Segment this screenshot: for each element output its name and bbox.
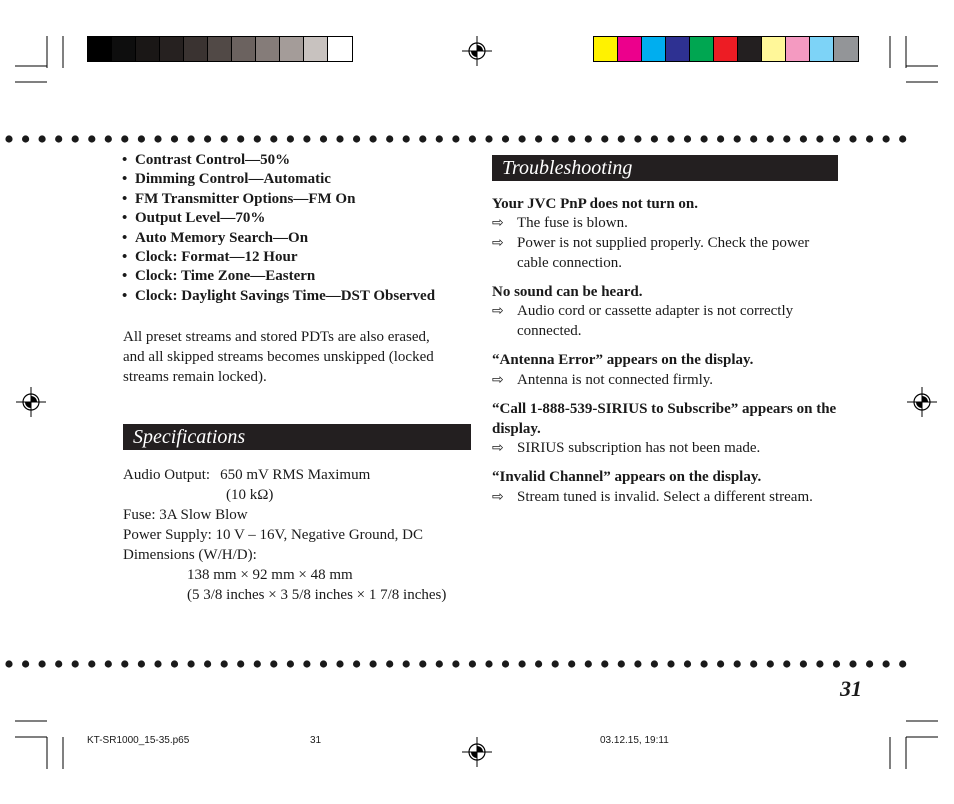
color-swatch: [208, 37, 232, 61]
answer-text: Stream tuned is invalid. Select a different stream.: [517, 489, 813, 505]
color-swatch: [304, 37, 328, 61]
answer-text: Antenna is not connected firmly.: [517, 372, 714, 388]
color-swatch: [280, 37, 304, 61]
troubleshooting-answer: [492, 488, 852, 508]
footer-filename: KT-SR1000_15-35.p65: [87, 735, 190, 746]
color-swatch: [136, 37, 160, 61]
dimensions-mm: 138 mm × 92 mm × 48 mm: [187, 567, 353, 583]
color-swatch: [256, 37, 280, 61]
troubleshooting-answer: [492, 234, 832, 273]
color-swatch: [642, 37, 666, 61]
list-item: • Dimming Control—Automatic: [122, 171, 331, 188]
registration-mark-top-icon: [462, 36, 492, 66]
arrow-right-icon: ⇨: [492, 372, 504, 388]
grayscale-color-bar: [87, 36, 353, 62]
troubleshooting-question: Your JVC PnP does not turn on.: [492, 196, 699, 212]
color-swatch: [762, 37, 786, 61]
troubleshooting-answer: [492, 302, 822, 341]
arrow-right-icon: ⇨: [492, 440, 504, 456]
answer-text: Audio cord or cassette adapter is not correctly connected.: [517, 303, 794, 339]
color-swatch: [232, 37, 256, 61]
answer-text: SIRIUS subscription has not been made.: [517, 440, 761, 456]
troubleshooting-question: “Antenna Error” appears on the display.: [492, 352, 754, 368]
troubleshooting-answer: [492, 439, 838, 459]
color-swatch: [160, 37, 184, 61]
specifications-body: [123, 465, 473, 605]
list-item: • FM Transmitter Options—FM On: [122, 190, 356, 207]
color-swatch: [714, 37, 738, 61]
list-item: • Auto Memory Search—On: [122, 229, 309, 246]
color-swatch: [738, 37, 762, 61]
color-swatch: [594, 37, 618, 61]
footer-timestamp: 03.12.15, 19:11: [600, 735, 669, 746]
troubleshooting-question: No sound can be heard.: [492, 284, 643, 300]
color-swatch: [810, 37, 834, 61]
power-supply-spec: Power Supply: 10 V – 16V, Negative Ground, DC: [123, 527, 423, 543]
color-swatch: [786, 37, 810, 61]
reset-paragraph: [123, 327, 434, 387]
answer-text: Power is not supplied properly. Check the power cable connection.: [517, 235, 810, 271]
color-swatch: [112, 37, 136, 61]
specifications-heading: Specifications: [123, 424, 471, 450]
arrow-right-icon: ⇨: [492, 489, 504, 505]
audio-output-impedance: (10 kΩ): [226, 487, 274, 503]
color-swatch: [88, 37, 112, 61]
dotted-rule-top: [0, 134, 954, 144]
dimensions-inches: (5 3/8 inches × 3 5/8 inches × 1 7/8 inches): [187, 587, 447, 603]
fuse-spec: Fuse: 3A Slow Blow: [123, 507, 248, 523]
list-item: • Clock: Time Zone—Eastern: [122, 268, 316, 285]
arrow-right-icon: ⇨: [492, 235, 504, 251]
footer-page: 31: [310, 735, 322, 746]
audio-output-value: 650 mV RMS Maximum: [220, 467, 371, 483]
dimensions-label: Dimensions (W/H/D):: [123, 547, 257, 563]
troubleshooting-question: “Call 1-888-539-SIRIUS to Subscribe” appears on the display.: [492, 401, 837, 437]
troubleshooting-answer: [492, 214, 838, 234]
paragraph-line: and all skipped streams becomes unskipped (locked: [123, 349, 434, 365]
registration-mark-bottom-icon: [462, 737, 492, 767]
troubleshooting-question: “Invalid Channel” appears on the display.: [492, 469, 762, 485]
troubleshooting-heading: Troubleshooting: [492, 155, 838, 181]
color-swatch: [834, 37, 858, 61]
arrow-right-icon: ⇨: [492, 215, 504, 231]
process-color-bar: [593, 36, 859, 62]
list-item: • Output Level—70%: [122, 210, 266, 227]
list-item: • Clock: Daylight Savings Time—DST Observed: [122, 287, 436, 304]
default-settings-list: [122, 151, 435, 306]
color-swatch: [618, 37, 642, 61]
paragraph-line: All preset streams and stored PDTs are also erased,: [123, 329, 430, 345]
color-swatch: [690, 37, 714, 61]
page-number: 31: [840, 676, 862, 701]
list-item: • Clock: Format—12 Hour: [122, 249, 298, 266]
color-swatch: [666, 37, 690, 61]
dotted-rule-bottom: [0, 659, 954, 669]
troubleshooting-answer: [492, 371, 838, 391]
audio-output-label: Audio Output:: [123, 467, 211, 483]
registration-mark-left-icon: [16, 387, 46, 417]
color-swatch: [328, 37, 352, 61]
paragraph-line: streams remain locked).: [123, 369, 267, 385]
answer-text: The fuse is blown.: [517, 215, 628, 231]
arrow-right-icon: ⇨: [492, 303, 504, 319]
list-item: • Contrast Control—50%: [122, 152, 291, 168]
registration-mark-right-icon: [907, 387, 937, 417]
color-swatch: [184, 37, 208, 61]
